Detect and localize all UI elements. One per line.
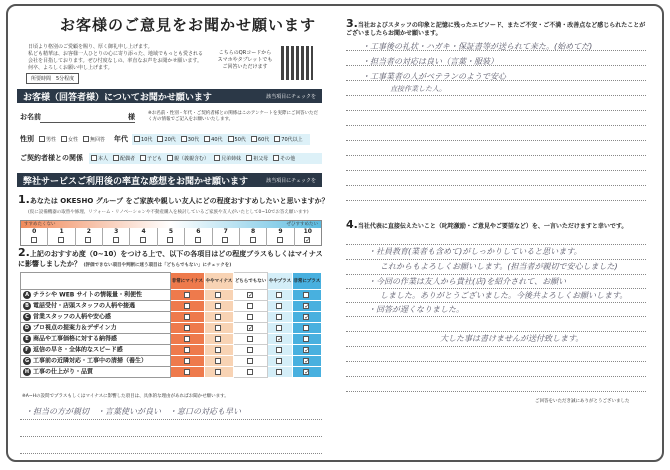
checkbox[interactable]: ✓ — [304, 302, 310, 310]
rating-cell[interactable] — [268, 345, 293, 356]
relation-option-label: 兄弟姉妹 — [221, 155, 242, 162]
checkbox[interactable] — [113, 155, 119, 161]
scale-option[interactable] — [158, 228, 185, 246]
table-row — [21, 356, 322, 367]
dotted-line — [346, 65, 646, 66]
checkbox[interactable] — [184, 292, 190, 298]
row-text: チラシや WEB サイトの情報量・利便性 — [33, 291, 143, 299]
checkbox[interactable] — [247, 369, 253, 375]
checkbox[interactable] — [167, 155, 173, 161]
name-note: ※お名前・性別・年代・ご契約者様との関係はこのアンケートを実際にご回答いただく方の情報でご記入をお願いいたします。 — [148, 111, 318, 122]
rating-cell[interactable] — [171, 345, 205, 356]
letter-badge-icon: A — [23, 291, 31, 299]
age-option[interactable] — [228, 136, 246, 143]
dotted-line — [346, 110, 646, 111]
rating-cell[interactable] — [171, 334, 205, 345]
age-option[interactable] — [204, 136, 222, 143]
age-option-label: 70代以上 — [281, 136, 303, 143]
letter-badge-icon: B — [23, 302, 31, 310]
checkbox[interactable] — [215, 303, 221, 309]
rating-cell[interactable] — [171, 356, 205, 367]
q2-answer[interactable]: ・担当の方が親切 ・言葉使いが良い ・窓口の対応も早い — [25, 407, 241, 416]
checkbox[interactable] — [247, 314, 253, 320]
checkbox[interactable] — [250, 237, 256, 243]
row-label — [21, 290, 171, 301]
qr-code-icon — [281, 46, 313, 80]
checkbox[interactable] — [215, 347, 221, 353]
q2-note: ※A~Hの設問でプラスもしくはマイナスに影響した項目は、具体的な理由があればお聞かせ願います。 — [22, 394, 229, 399]
q2-text: 2.上記のおすすめ度（0~10）をつける上で、以下の各項目はどの程度プラスもしくはマイナスに影響しましたか？ (評価できない項目や判断に迷う項目は「どちらでもない」にチェックを) — [18, 246, 323, 268]
rating-cell[interactable] — [234, 367, 268, 378]
checkbox[interactable] — [251, 136, 257, 142]
scale-number: 6 — [196, 228, 201, 235]
scale-number: 0 — [32, 228, 37, 235]
dotted-line — [346, 80, 646, 81]
scale-option[interactable] — [21, 228, 48, 246]
rating-cell[interactable] — [268, 290, 293, 301]
scale-number: 3 — [114, 228, 119, 235]
gender-option[interactable] — [83, 136, 105, 143]
age-option-label: 10代 — [141, 136, 153, 143]
rating-cell[interactable] — [204, 323, 233, 334]
age-option[interactable] — [274, 136, 302, 143]
checkbox[interactable]: ✓ — [277, 335, 283, 343]
checkbox[interactable] — [204, 136, 210, 142]
row-text: 工事の仕上がり・品質 — [33, 368, 94, 376]
age-option-label: 60代 — [257, 136, 270, 143]
relation-option-label: 子ども — [147, 155, 163, 162]
checkbox[interactable] — [140, 155, 146, 161]
rating-cell[interactable] — [234, 334, 268, 345]
rating-cell[interactable] — [292, 356, 321, 367]
checkbox[interactable] — [134, 136, 140, 142]
age-option[interactable] — [181, 136, 199, 143]
checkbox[interactable] — [113, 237, 119, 243]
scale-option[interactable] — [130, 228, 157, 246]
dotted-line — [346, 346, 646, 347]
page-title: お客様のご意見をお聞かせ願います — [60, 16, 317, 34]
row-text: 営業スタッフの人柄や安心感 — [33, 313, 112, 321]
time-estimate: 所要時間 5分程度 — [26, 73, 79, 84]
checkbox[interactable] — [140, 237, 146, 243]
rating-cell[interactable] — [234, 301, 268, 312]
checkbox[interactable] — [277, 237, 283, 243]
q1-text: 1.あなたは OKESHO グループ をご家族や親しい友人にどの程度おすすめしたいと思いますか？ — [18, 193, 329, 206]
scale-option[interactable] — [185, 228, 212, 246]
dotted-line — [346, 391, 646, 392]
rating-cell[interactable] — [204, 356, 233, 367]
age-option[interactable] — [134, 136, 152, 143]
letter-badge-icon: H — [24, 368, 30, 375]
relation-option-label: 配偶者 — [120, 155, 136, 162]
relation-option[interactable] — [214, 155, 241, 162]
checkbox[interactable] — [215, 325, 221, 331]
checkbox[interactable] — [215, 336, 221, 342]
checkbox[interactable] — [184, 347, 190, 353]
scale-option[interactable] — [48, 228, 75, 246]
checkbox[interactable] — [303, 325, 309, 331]
checkbox[interactable] — [184, 325, 190, 331]
checkbox[interactable] — [247, 358, 253, 364]
row-label — [21, 323, 171, 334]
age-option[interactable] — [251, 136, 269, 143]
checkbox[interactable]: ✓ — [304, 346, 310, 354]
table-row — [21, 301, 322, 312]
checkbox[interactable]: ✓ — [248, 324, 254, 332]
dotted-line — [346, 302, 646, 303]
dotted-line — [346, 376, 646, 377]
checkbox[interactable]: ✓ — [304, 368, 310, 376]
name-input[interactable] — [40, 122, 135, 123]
dotted-line — [346, 95, 646, 96]
gender-option[interactable] — [39, 136, 56, 143]
checkbox[interactable] — [184, 358, 190, 364]
dotted-line — [346, 200, 646, 201]
checkbox[interactable]: ✓ — [304, 313, 310, 321]
scale-number: 2 — [86, 228, 91, 235]
checkbox[interactable] — [31, 237, 37, 243]
q3-answer-line[interactable]: ・工事業者の人がベテランのようで安心 — [362, 72, 506, 81]
age-option-label: 20代 — [164, 136, 176, 143]
table-row — [21, 323, 322, 334]
scale-number: 9 — [278, 228, 283, 235]
relation-option[interactable] — [113, 155, 135, 162]
letter-badge-icon: F — [23, 346, 31, 354]
rating-cell[interactable] — [204, 334, 233, 345]
table-row — [21, 312, 322, 323]
q3-answer-line[interactable]: ・工事後の礼状・ハガキ・保証書等が送られて来た。(始めてだ) — [362, 42, 593, 51]
checkbox[interactable] — [276, 347, 282, 353]
scale-number: 7 — [223, 228, 228, 235]
dotted-line — [346, 140, 646, 141]
q4-answer-line[interactable]: ・回答が遅くなりました。 — [368, 305, 464, 314]
thanks-text: ご回答をいただき誠にありがとうございました — [535, 399, 630, 404]
scale-number: 5 — [168, 228, 174, 235]
scale-number: 1 — [59, 228, 64, 235]
row-label — [21, 312, 171, 323]
section-header-customer: お客様（回答者様）についてお聞かせ願います 該当項目にチェックを — [17, 89, 322, 103]
checkbox[interactable] — [184, 314, 190, 320]
checkbox[interactable] — [58, 237, 64, 243]
q3-text: 3.当社およびスタッフの印象と記憶に残ったエピソード、またご不安・ご不満・改善点など感じられたことがございましたらお聞かせ願います。 — [346, 17, 646, 37]
section-header-service: 弊社サービスご利用後の率直な感想をお聞かせ願います 該当項目にチェックを — [17, 173, 322, 187]
row-text: 商品や工事価格に対する納得感 — [33, 335, 118, 343]
checkbox[interactable] — [39, 136, 45, 142]
rating-cell[interactable] — [268, 312, 293, 323]
relation-option-label: 親（義親含む） — [174, 155, 210, 162]
checkbox[interactable] — [274, 136, 280, 142]
checkbox[interactable] — [246, 155, 252, 161]
relation-option[interactable] — [91, 155, 108, 162]
dotted-line — [346, 244, 646, 245]
checkbox[interactable] — [247, 303, 253, 309]
rating-cell[interactable] — [234, 290, 268, 301]
checkbox[interactable] — [83, 136, 89, 142]
table-row — [21, 290, 322, 301]
scale-number: 4 — [141, 228, 146, 235]
gender-option-label: 無回答 — [90, 136, 106, 143]
checkbox[interactable] — [215, 358, 221, 364]
dotted-line — [346, 331, 646, 332]
q3-answer-line[interactable]: 直接作業した人。 — [390, 85, 446, 93]
q4-answer-line[interactable]: ・社員教育(業者も含めて)がしっかりしていると思います。 — [368, 247, 582, 256]
name-label: お名前 — [20, 113, 41, 121]
age-option-label: 50代 — [234, 136, 246, 143]
checkbox[interactable] — [167, 237, 173, 243]
rating-cell[interactable] — [292, 301, 321, 312]
dotted-line — [346, 288, 646, 289]
scale-number: 10 — [303, 228, 312, 235]
checkbox[interactable] — [184, 303, 190, 309]
intro-text: 日頃より格別のご愛顧を賜り、厚く御礼申し上げます。 私ども精華は、お客様一人ひとりの心に寄り添った、地域でもっとも愛される 会社を目指しております。ぜひ忖度なしの、率直なお声をお聞かせ願います。 何卒、よろしくお願い申し上げます。 — [28, 44, 204, 71]
scale-option[interactable] — [103, 228, 130, 246]
scale-number: 8 — [250, 228, 256, 235]
table-row — [21, 334, 322, 345]
relation-row: ご契約者様との関係 本人 配偶者 子ども 親（義親含む） 兄弟姉妹 祖父母 その他 — [20, 152, 322, 164]
rating-cell[interactable] — [292, 312, 321, 323]
row-text: 工事前の近隣対応・工事中の清掃（養生） — [33, 357, 148, 365]
checkbox[interactable] — [228, 136, 234, 142]
checkbox[interactable]: ✓ — [304, 357, 310, 365]
gender-option-label: 男性 — [46, 136, 57, 143]
checkbox[interactable] — [247, 336, 253, 342]
dotted-line — [346, 274, 646, 275]
relation-option[interactable] — [140, 155, 162, 162]
name-suffix: 様 — [128, 113, 135, 121]
dotted-line — [346, 259, 646, 260]
recommend-scale: すすめたくない ぜひすすめたい 0 1 2 3 4 5 6 7 8 9 10 ✓ — [20, 220, 322, 246]
impact-table: 非常にマイナス ややマイナス どちらでもない ややプラス 非常にプラス A チラシや WEB サイトの情報量・利便性 ✓ B 電話受付・店頭スタッフの人柄や接遇 ✓ C 営業スタッフの人柄や安心感 ✓ D プロ視点の提案力＆デザイン力 ✓ E 商品や工事価格に対する納得感 ✓ F 返信の早さ・全体的なスピード感 ✓ G 工事前の近隣対応・工事中の清掃（養生） ✓ H 工事の仕上がり・品質 ✓ — [20, 272, 322, 378]
rating-cell[interactable] — [234, 345, 268, 356]
checkbox[interactable] — [215, 292, 221, 298]
relation-option-label: 本人 — [98, 155, 109, 162]
rating-cell[interactable] — [204, 290, 233, 301]
row-text: 電話受付・店頭スタッフの人柄や接遇 — [33, 302, 136, 310]
rating-cell[interactable] — [292, 345, 321, 356]
rating-cell[interactable] — [204, 301, 233, 312]
rating-cell[interactable] — [268, 334, 293, 345]
row-label — [21, 367, 171, 378]
relation-option[interactable] — [167, 155, 209, 162]
q4-text: 4.当社代表に直接伝えたいこと（叱咤激励・ご意見やご要望など）を、一言いただけますと幸いです。 — [346, 218, 628, 231]
q4-answer-line[interactable]: ・今回の作業は友人から貴社(店)を紹介されて、お願い — [368, 277, 567, 286]
checkbox[interactable] — [184, 369, 190, 375]
row-label — [21, 356, 171, 367]
checkbox[interactable] — [61, 136, 67, 142]
relation-option[interactable] — [246, 155, 268, 162]
dotted-line — [346, 316, 646, 317]
checkbox[interactable] — [181, 136, 187, 142]
table-row — [21, 345, 322, 356]
checkbox[interactable] — [276, 303, 282, 309]
row-label — [21, 345, 171, 356]
q4-answer-line[interactable]: 大した事は書けませんが送付致します。 — [440, 334, 584, 343]
scale-option[interactable] — [76, 228, 103, 246]
dotted-line — [346, 185, 646, 186]
rating-cell[interactable] — [268, 367, 293, 378]
rating-cell[interactable] — [171, 312, 205, 323]
age-option-label: 40代 — [211, 136, 223, 143]
relation-option-label: 祖父母 — [253, 155, 269, 162]
checkbox[interactable] — [247, 347, 253, 353]
dotted-line — [346, 170, 646, 171]
scale-option[interactable] — [240, 228, 267, 246]
checkbox[interactable] — [303, 292, 309, 298]
age-option[interactable] — [157, 136, 175, 143]
rating-cell[interactable] — [234, 323, 268, 334]
qr-text: こちらのQRコードから スマホやタブレットでも ご回答いただけます — [217, 50, 273, 70]
dotted-line — [346, 50, 646, 51]
checkbox[interactable] — [157, 136, 163, 142]
checkbox[interactable] — [184, 336, 190, 342]
checkbox[interactable] — [276, 325, 282, 331]
checkbox[interactable] — [91, 155, 97, 161]
rating-cell[interactable] — [292, 334, 321, 345]
q1-sub: (仮に設備機器の取替や修理、リフォーム・リノベーションや不動産購入を検討しているご家族や友人がいたとして0~10でお答え願います) — [28, 210, 309, 215]
letter-badge-icon: C — [23, 313, 31, 321]
checkbox[interactable] — [195, 237, 201, 243]
checkbox[interactable] — [273, 155, 279, 161]
checkbox[interactable]: ✓ — [305, 236, 311, 244]
q3-answer-line[interactable]: ・担当者の対応は良い（言葉・服装） — [362, 57, 498, 66]
dotted-line — [346, 361, 646, 362]
rating-cell[interactable] — [204, 345, 233, 356]
rating-cell[interactable] — [171, 367, 205, 378]
rating-cell[interactable] — [171, 323, 205, 334]
rating-cell[interactable] — [171, 301, 205, 312]
checkbox[interactable]: ✓ — [248, 291, 254, 299]
rating-cell[interactable] — [292, 323, 321, 334]
age-option-label: 30代 — [187, 136, 200, 143]
q4-answer-line[interactable]: これからもよろしくお願いします。(担当者が親切で安心しました) — [380, 262, 618, 271]
checkbox[interactable] — [276, 292, 282, 298]
rating-cell[interactable] — [268, 323, 293, 334]
checkbox[interactable] — [85, 237, 91, 243]
checkbox[interactable] — [214, 155, 220, 161]
scale-option[interactable] — [295, 228, 321, 246]
rating-cell[interactable] — [204, 367, 233, 378]
q4-answer-line[interactable]: しました。ありがとうございました。今後共よろしくお願いします。 — [380, 291, 628, 300]
gender-option-label: 女性 — [68, 136, 79, 143]
rating-cell[interactable] — [268, 356, 293, 367]
rating-cell[interactable] — [234, 312, 268, 323]
dotted-line — [346, 155, 646, 156]
checkbox[interactable] — [303, 336, 309, 342]
dotted-line — [346, 125, 646, 126]
gender-age-row: 性別 男性 女性 無回答 年代 10代 20代 30代 40代 50代 60代 70代以上 — [20, 133, 322, 145]
relation-option[interactable] — [273, 155, 295, 162]
rating-cell[interactable] — [292, 367, 321, 378]
row-label — [21, 301, 171, 312]
checkbox[interactable] — [222, 237, 228, 243]
checkbox[interactable] — [215, 369, 221, 375]
checkbox[interactable] — [276, 358, 282, 364]
row-text: 返信の早さ・全体的なスピード感 — [33, 346, 123, 354]
scale-option[interactable] — [213, 228, 240, 246]
letter-badge-icon: D — [24, 324, 30, 331]
rating-cell[interactable] — [171, 290, 205, 301]
table-row — [21, 367, 322, 378]
letter-badge-icon: G — [24, 357, 30, 364]
rating-cell[interactable] — [204, 312, 233, 323]
relation-option-label: その他 — [280, 155, 296, 162]
row-text: プロ視点の提案力＆デザイン力 — [33, 324, 117, 332]
scale-option[interactable] — [267, 228, 294, 246]
rating-cell[interactable] — [234, 356, 268, 367]
row-label — [21, 334, 171, 345]
rating-cell[interactable] — [268, 301, 293, 312]
checkbox[interactable] — [276, 314, 282, 320]
checkbox[interactable] — [276, 369, 282, 375]
checkbox[interactable] — [215, 314, 221, 320]
letter-badge-icon: E — [23, 335, 31, 343]
gender-option[interactable] — [61, 136, 78, 143]
rating-cell[interactable] — [292, 290, 321, 301]
